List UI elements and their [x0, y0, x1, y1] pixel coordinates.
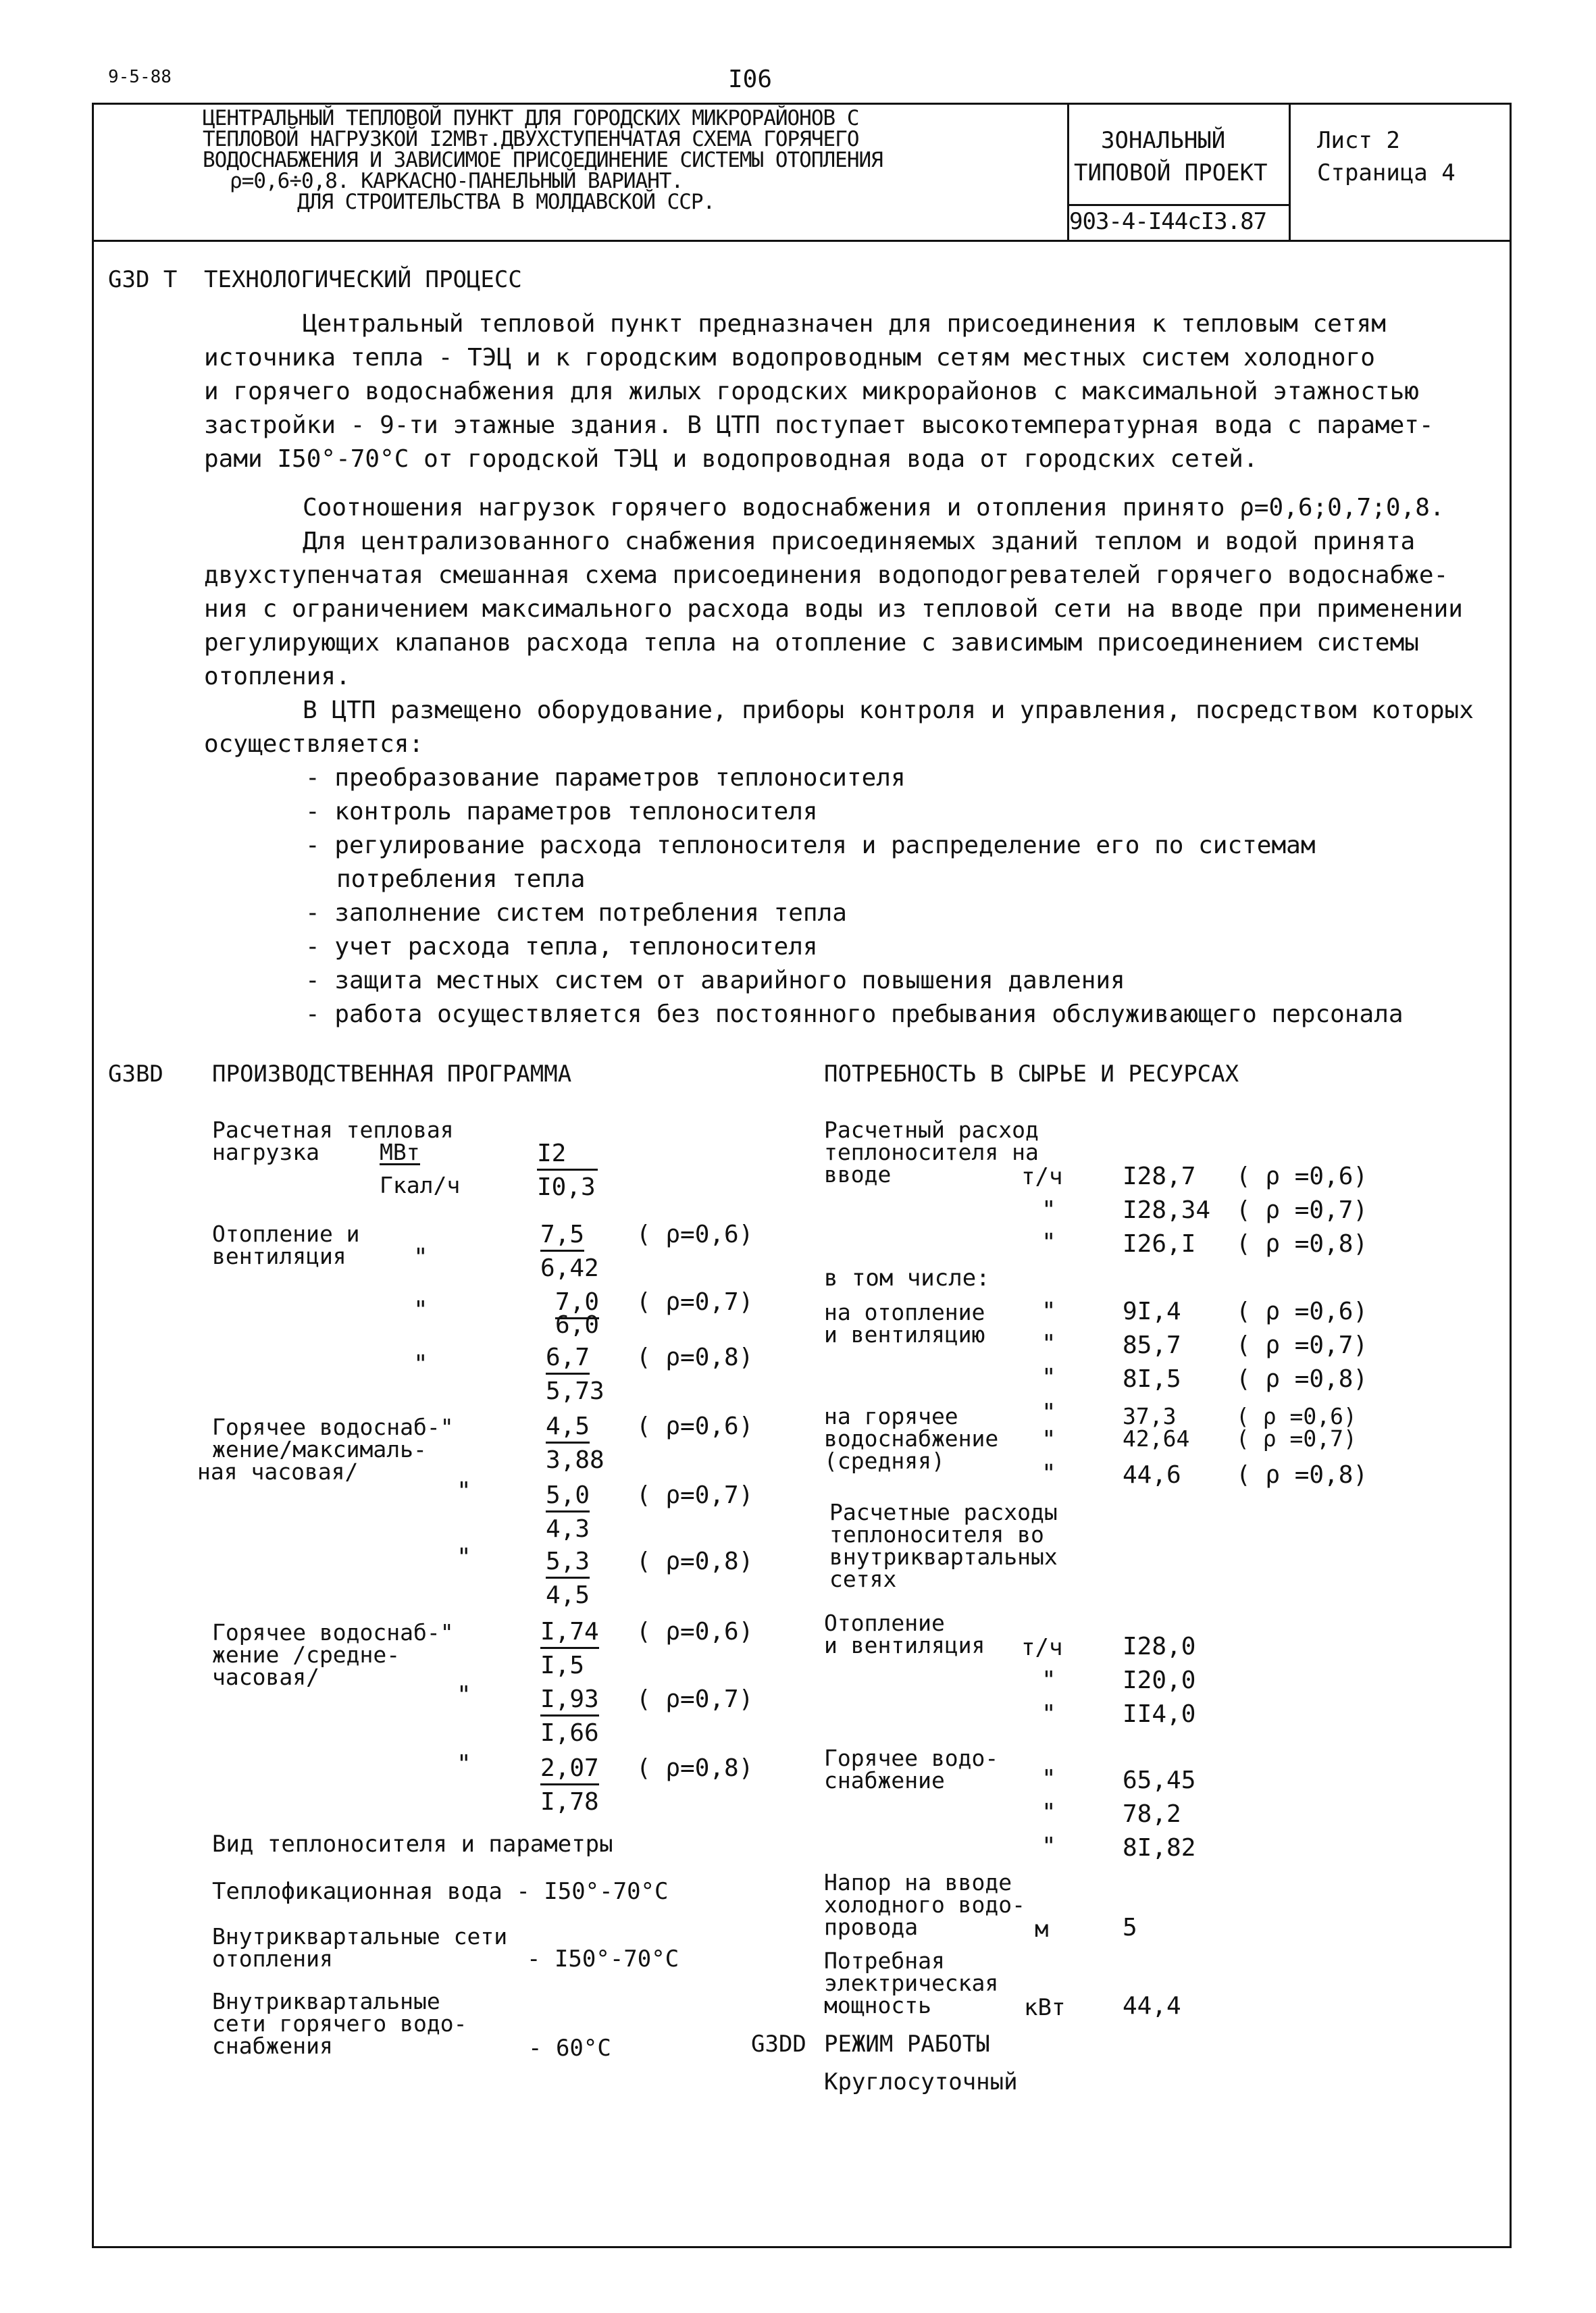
- page-number: I06: [728, 66, 773, 93]
- hw-max-gcal: 4,5: [546, 1581, 590, 1609]
- hw-max-mw: 5,0: [546, 1481, 590, 1513]
- heat-flow-label: и вентиляцию: [824, 1321, 985, 1348]
- page-label: Страница 4: [1317, 159, 1456, 186]
- intra-hw-label: сети горячего водо-: [212, 2010, 467, 2037]
- hw-flow-value: 37,3: [1123, 1403, 1177, 1429]
- project-code: 903-4-I44cI3.87: [1069, 208, 1267, 235]
- ditto-mark: ": [1041, 1799, 1056, 1827]
- unit-gcal: Гкал/ч: [380, 1172, 461, 1198]
- power-label: мощность: [824, 1992, 931, 2018]
- heating-mw: 6,7: [546, 1343, 590, 1375]
- heating-gcal: 6,0: [555, 1311, 600, 1339]
- ditto-mark: ": [457, 1477, 471, 1505]
- rho-label: ( ρ =0,8): [1236, 1230, 1368, 1258]
- inlet-flow-label: вводе: [824, 1161, 892, 1188]
- inlet-flow-value: I28,34: [1123, 1196, 1211, 1224]
- list-item: - заполнение систем потребления тепла: [305, 899, 847, 927]
- hw-avg-mw: 2,07: [540, 1754, 599, 1785]
- text-line: отопления.: [204, 663, 351, 690]
- ditto-mark: ": [1041, 1229, 1056, 1256]
- cold-water-value: 5: [1123, 1914, 1137, 1941]
- inlet-flow-value: I28,7: [1123, 1163, 1196, 1190]
- ditto-mark: ": [1041, 1765, 1056, 1793]
- text-line: осуществляется:: [204, 730, 424, 758]
- stamp-title-line: ВОДОСНАБЖЕНИЯ И ЗАВИСИМОЕ ПРИСОЕДИНЕНИЕ СИСТЕМЫ ОТОПЛЕНИЯ: [203, 148, 883, 172]
- stamp-code-line: [1067, 204, 1290, 206]
- rho-label: ( ρ =0,6): [1236, 1298, 1368, 1325]
- rho-label: ( ρ =0,7): [1236, 1425, 1357, 1452]
- cold-water-label: провода: [824, 1914, 919, 1940]
- heating-label: Отопление и: [212, 1221, 360, 1247]
- rho-label: ( ρ=0,8): [636, 1548, 754, 1575]
- ditto-mark: ": [1041, 1460, 1056, 1488]
- heating-label: вентиляция: [212, 1243, 346, 1269]
- unit-mw: МВт: [380, 1139, 420, 1165]
- district-water: Теплофикационная вода - I50°-70°С: [212, 1878, 669, 1905]
- text-line: ния с ограничением максимального расхода воды из тепловой сети на вводе при применении: [204, 595, 1463, 623]
- text-line: двухступенчатая смешанная схема присоединения водоподогревателей горячего водоснабже-: [204, 561, 1449, 589]
- hw-max-mw: 4,5: [546, 1412, 590, 1444]
- heat-flow-value: 85,7: [1123, 1331, 1181, 1359]
- hw-avg-gcal: I,78: [540, 1788, 599, 1816]
- hw-max-label: ная часовая/: [197, 1458, 359, 1485]
- ditto-mark: ": [413, 1244, 428, 1271]
- heat-flow-value: 9I,4: [1123, 1298, 1181, 1325]
- list-item: - работа осуществляется без постоянного пребывания обслуживающего персонала: [305, 1000, 1404, 1028]
- stamp-bottom-line: [92, 240, 1510, 242]
- intra-hw-label: Внутриквартальные: [212, 1988, 440, 2014]
- stamp-title-line: ЦЕНТРАЛЬНЫЙ ТЕПЛОВОЙ ПУНКТ ДЛЯ ГОРОДСКИХ МИКРОРАЙОНОВ С: [203, 106, 859, 130]
- stamp-title-line: ρ=0,6÷0,8. КАРКАСНО-ПАНЕЛЬНЫЙ ВАРИАНТ.: [230, 169, 684, 193]
- list-item: - учет расхода тепла, теплоносителя: [305, 933, 818, 961]
- cold-water-label: холодного водо-: [824, 1891, 1026, 1918]
- program-section-code: G3BD: [108, 1061, 163, 1088]
- calc-load-mw: I2: [537, 1139, 598, 1171]
- tech-section-title: ТЕХНОЛОГИЧЕСКИЙ ПРОЦЕСС: [204, 266, 522, 293]
- text-line: рами I50°-70°С от городской ТЭЦ и водопроводная вода от городских сетей.: [204, 445, 1258, 473]
- corner-code: 9-5-88: [108, 67, 172, 87]
- mode-section-code: G3DD: [751, 2031, 806, 2058]
- hw-avg-gcal: I,5: [540, 1652, 585, 1679]
- rho-label: ( ρ =0,6): [1236, 1403, 1357, 1429]
- ditto-mark: ": [1041, 1196, 1056, 1224]
- hw-flow-value: 42,64: [1123, 1425, 1190, 1452]
- text-line: В ЦТП размещено оборудование, приборы контроля и управления, посредством которых: [303, 696, 1474, 724]
- intra-heating-flow-value: II4,0: [1123, 1700, 1196, 1728]
- power-label: Потребная: [824, 1948, 945, 1974]
- ditto-mark: ": [1041, 1298, 1056, 1325]
- carrier-title: Вид теплоносителя и параметры: [212, 1831, 613, 1858]
- hw-avg-label: жение /средне-: [212, 1642, 401, 1668]
- stamp-title-line: ДЛЯ СТРОИТЕЛЬСТВА В МОЛДАВСКОЙ ССР.: [297, 190, 715, 214]
- intra-heating-label: Внутриквартальные сети: [212, 1923, 508, 1950]
- ditto-mark: ": [413, 1296, 428, 1324]
- text-line: Для централизованного снабжения присоединяемых зданий теплом и водой принята: [303, 528, 1416, 555]
- ditto-mark: ": [413, 1350, 428, 1378]
- mode-section-title: РЕЖИМ РАБОТЫ: [824, 2031, 990, 2058]
- ditto-mark: ": [1041, 1833, 1056, 1860]
- intra-flow-label: Расчетные расходы: [829, 1499, 1058, 1525]
- text-line: источника тепла - ТЭЦ и к городским водопроводным сетям местных систем холодного: [204, 344, 1375, 372]
- rho-label: ( ρ=0,8): [636, 1754, 754, 1782]
- hw-avg-gcal: I,66: [540, 1719, 599, 1747]
- hw-max-gcal: 4,3: [546, 1515, 590, 1543]
- program-section-title: ПРОИЗВОДСТВЕННАЯ ПРОГРАММА: [212, 1061, 572, 1088]
- ditto-mark: ": [457, 1681, 471, 1709]
- rho-label: ( ρ=0,7): [636, 1288, 754, 1316]
- list-item: - контроль параметров теплоносителя: [305, 798, 818, 825]
- intra-flow-label: внутриквартальных: [829, 1544, 1058, 1570]
- heating-gcal: 5,73: [546, 1377, 604, 1405]
- hw-max-mw: 5,3: [546, 1547, 590, 1579]
- ditto-mark: ": [457, 1750, 471, 1778]
- ditto-mark: ": [457, 1544, 471, 1571]
- project-type-1: ЗОНАЛЬНЫЙ: [1101, 127, 1226, 154]
- list-item: - защита местных систем от аварийного повышения давления: [305, 967, 1125, 994]
- intra-heating-flow-value: I28,0: [1123, 1633, 1196, 1660]
- intra-flow-label: теплоносителя во: [829, 1521, 1044, 1548]
- inlet-flow-value: I26,I: [1123, 1230, 1196, 1258]
- rho-label: ( ρ=0,8): [636, 1344, 754, 1371]
- intra-hw-value: - 60°С: [528, 2035, 611, 2062]
- intra-heating-flow-label: и вентиляция: [824, 1632, 985, 1658]
- rho-label: ( ρ =0,8): [1236, 1461, 1368, 1489]
- hw-avg-label: Горячее водоснаб-": [212, 1619, 454, 1646]
- heating-mw: 7,0: [555, 1288, 599, 1319]
- rho-label: ( ρ =0,7): [1236, 1196, 1368, 1224]
- ditto-mark: ": [1041, 1364, 1056, 1392]
- rho-label: ( ρ=0,6): [636, 1221, 754, 1248]
- text-line: Центральный тепловой пункт предназначен для присоединения к тепловым сетям: [303, 310, 1386, 338]
- intra-hw-flow-value: 65,45: [1123, 1766, 1196, 1794]
- heating-gcal: 6,42: [540, 1254, 599, 1282]
- hw-avg-mw: I,74: [540, 1617, 599, 1649]
- power-label: электрическая: [824, 1970, 999, 1996]
- rho-label: ( ρ =0,8): [1236, 1365, 1368, 1393]
- mode-value: Круглосуточный: [824, 2068, 1018, 2095]
- power-unit: кВт: [1024, 1994, 1066, 2021]
- text-line: Соотношения нагрузок горячего водоснабжения и отопления принято ρ=0,6;0,7;0,8.: [303, 494, 1445, 522]
- text-line: застройки - 9-ти этажные здания. В ЦТП поступает высокотемпературная вода с парамет-: [204, 411, 1434, 439]
- rho-label: ( ρ =0,7): [1236, 1331, 1368, 1359]
- intra-heating-label: отопления: [212, 1946, 333, 1972]
- text-line: регулирующих клапанов расхода тепла на отопление с зависимым присоединением системы: [204, 629, 1419, 657]
- ditto-mark: ": [1041, 1426, 1056, 1454]
- hw-flow-label: (средняя): [824, 1448, 945, 1474]
- rho-label: ( ρ=0,7): [636, 1685, 754, 1713]
- intra-hw-label: снабжения: [212, 2033, 333, 2059]
- sheet-number: Лист 2: [1317, 127, 1400, 154]
- calc-load-gcal: I0,3: [537, 1173, 596, 1201]
- cold-water-label: Напор на вводе: [824, 1869, 1012, 1896]
- intra-hw-flow-value: 8I,82: [1123, 1834, 1196, 1862]
- hw-avg-mw: I,93: [540, 1685, 599, 1717]
- intra-heating-flow-label: Отопление: [824, 1610, 945, 1636]
- hw-avg-label: часовая/: [212, 1664, 319, 1690]
- text-line: и горячего водоснабжения для жилых городских микрорайонов с максимальной этажностью: [204, 378, 1419, 405]
- list-item: потребления тепла: [336, 865, 586, 893]
- rho-label: ( ρ=0,6): [636, 1618, 754, 1646]
- hw-max-gcal: 3,88: [546, 1446, 604, 1474]
- hw-flow-value: 44,6: [1123, 1461, 1181, 1489]
- tech-section-code: G3D T: [108, 266, 178, 293]
- ditto-mark: ": [1041, 1667, 1056, 1694]
- heat-flow-label: на отопление: [824, 1299, 985, 1325]
- including-label: в том числе:: [824, 1265, 990, 1292]
- list-item: - регулирование расхода теплоносителя и распределение его по системам: [305, 832, 1316, 859]
- stamp-title-line: ТЕПЛОВОЙ НАГРУЗКОЙ I2МВт.ДВУХСТУПЕНЧАТАЯ СХЕМА ГОРЯЧЕГО: [203, 127, 859, 151]
- intra-flow-label: сетях: [829, 1566, 897, 1592]
- intra-hw-flow-label: Горячее водо-: [824, 1745, 999, 1771]
- calc-load-label: Расчетная тепловая: [212, 1117, 454, 1143]
- hw-max-label: жение/максималь-: [212, 1436, 427, 1463]
- list-item: - преобразование параметров теплоносителя: [305, 764, 906, 792]
- heat-flow-value: 8I,5: [1123, 1365, 1181, 1393]
- ditto-mark: ": [1041, 1700, 1056, 1728]
- intra-heating-flow-value: I20,0: [1123, 1667, 1196, 1694]
- calc-load-label: нагрузка: [212, 1139, 319, 1165]
- intra-hw-flow-label: снабжение: [824, 1767, 945, 1794]
- rho-label: ( ρ=0,6): [636, 1413, 754, 1440]
- ditto-mark: ": [1041, 1330, 1056, 1358]
- rho-label: ( ρ =0,6): [1236, 1163, 1368, 1190]
- resources-title: ПОТРЕБНОСТЬ В СЫРЬЕ И РЕСУРСАХ: [824, 1061, 1239, 1088]
- intra-heating-value: - I50°-70°С: [527, 1946, 679, 1973]
- unit-th: т/ч: [1021, 1634, 1063, 1661]
- inlet-flow-label: Расчетный расход: [824, 1117, 1039, 1143]
- cold-water-unit: м: [1035, 1916, 1049, 1943]
- hw-max-label: Горячее водоснаб-": [212, 1414, 454, 1440]
- power-value: 44,4: [1123, 1992, 1181, 2020]
- ditto-mark: ": [1041, 1399, 1056, 1427]
- unit-th: т/ч: [1021, 1163, 1063, 1190]
- intra-hw-flow-value: 78,2: [1123, 1800, 1181, 1828]
- inlet-flow-label: теплоносителя на: [824, 1139, 1039, 1165]
- stamp-divider-2: [1289, 103, 1291, 241]
- project-type-2: ТИПОВОЙ ПРОЕКТ: [1074, 159, 1268, 186]
- heating-mw: 7,5: [540, 1220, 584, 1252]
- rho-label: ( ρ=0,7): [636, 1481, 754, 1509]
- hw-flow-label: на горячее: [824, 1403, 958, 1429]
- hw-flow-label: водоснабжение: [824, 1425, 999, 1452]
